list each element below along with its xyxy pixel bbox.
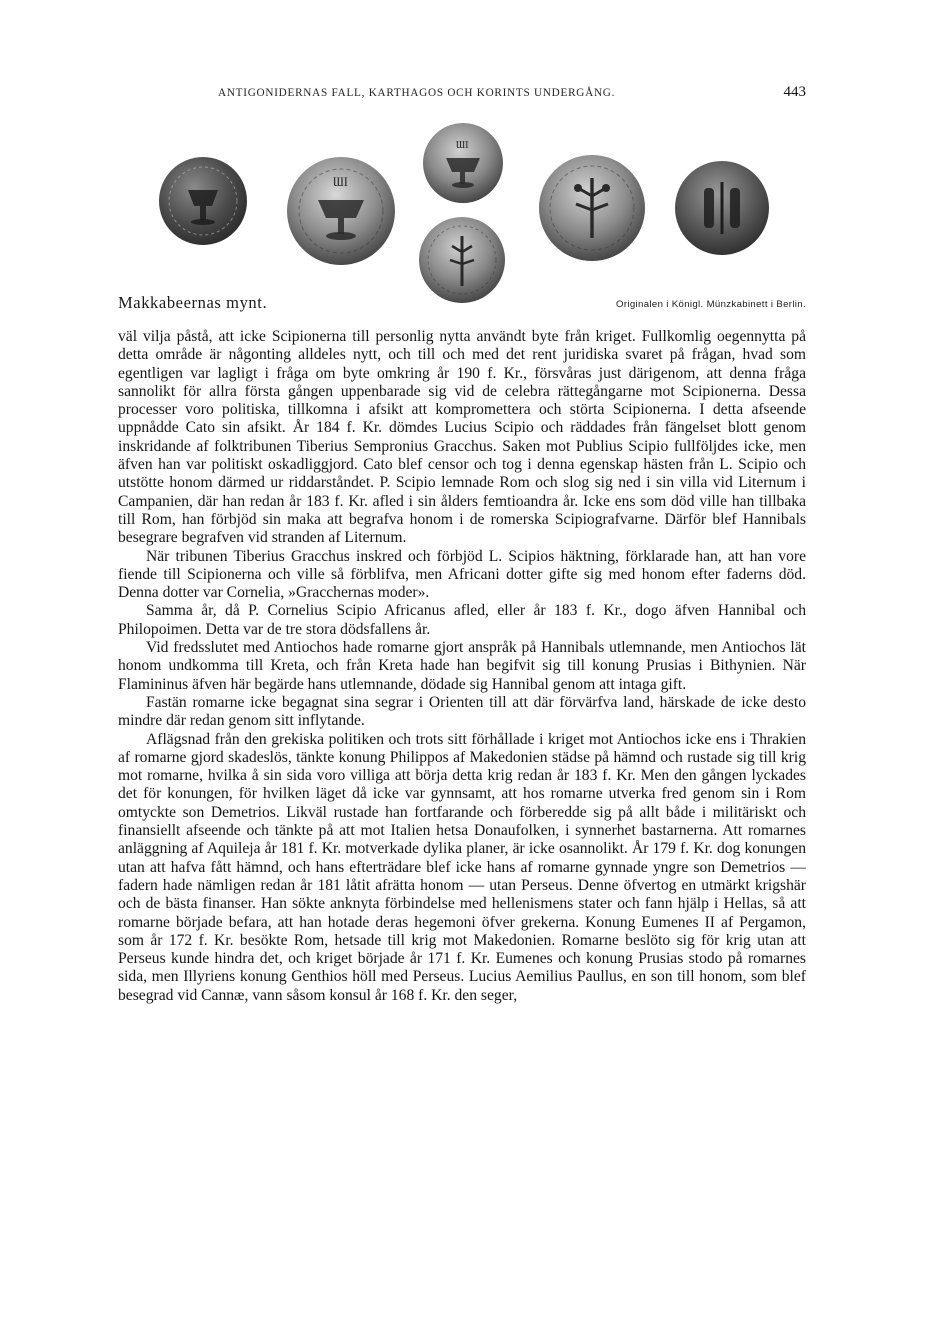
body-text bbox=[118, 328, 806, 1005]
coin-4 bbox=[418, 216, 506, 304]
branch-icon bbox=[538, 154, 646, 262]
coin-figure bbox=[118, 118, 808, 314]
svg-text:ƜI: ƜI bbox=[333, 174, 348, 189]
svg-text:ƜI: ƜI bbox=[456, 139, 469, 151]
branch-icon bbox=[418, 216, 506, 304]
chalice-icon bbox=[158, 156, 248, 246]
paragraph-6: Aflägsnad från den grekiska politiken och trots sitt förhållade i kriget mot Antiochos icke ens i Thrakien af romarne gjord skadeslös, tänkte konung Philippos af Makedonien städse på hämnd och rustade sig till krig mot romarne, hvilka å sin sida voro villiga att börja detta krig redan år 183 f. Kr. Men den gången lyckades det för konungen, för hvilken läget då icke var gynnsamt, att hos romarne utverka fred genom sin i Rom omtyckte son Demetrios. Likväl rustade han fortfarande och förberedde sig på allt både i militäriskt och finansiellt afseende och tänkte på att mot Italien hetsa Donaufolken, i synnerhet bastarnerna. Att romarnes anläggning af Aquileja år 181 f. Kr. motverkade dylika planer, är icke osannolikt. År 179 f. Kr. dog konungen utan att hafva fått hämnd, och hans efterträdare blef icke hans af romarne gynnade yngre son Demetrios — fadern hade nämligen redan år 181 låtit afrätta honom — utan Perseus. Denne öfvertog en utmärkt krigshär och de bästa finanser. Han sökte anknyta förbindelse med hellenismens stater och fann hjälp i Hellas, så att romarne började befara, att han hotade deras hegemoni öfver grekerna. Konung Eumenes II af Pergamon, som år 172 f. Kr. besökte Rom, hetsade till krig mot Makedonien. Romarne beslöto sig för krig utan att Perseus kunde hindra det, och kriget började år 171 f. Kr. Eumenes och konung Prusias stodo på romarnes sida, men Illyriens konung Genthios höll med Perseus. Lucius Aemilius Paullus, en son till honom, som blef besegrad vid Cannæ, vann såsom konsul år 168 f. Kr. den seger, bbox=[118, 730, 806, 1004]
page-header bbox=[118, 84, 806, 106]
running-head: ANTIGONIDERNAS FALL, KARTHAGOS OCH KORINTS UNDERGÅNG. bbox=[218, 87, 616, 99]
coin-3 bbox=[422, 122, 504, 204]
figure-caption: Makkabeernas mynt. bbox=[118, 293, 268, 312]
paragraph-5: Fastän romarne icke begagnat sina segrar i Orienten till att där förvärfva land, härskade de icke desto mindre där redan genom sitt inflytande. bbox=[118, 693, 806, 730]
paragraph-4: Vid fredsslutet med Antiochos hade romarne gjort anspråk på Hannibals utlemnande, men Antiochos lät honom undkomma till Kreta, och från Kreta hade han begifvit sig till konung Prusias i Bithynien. När Flamininus äfven här begärde hans utlemnande, dödade sig Hannibal genom att intaga gift. bbox=[118, 639, 806, 693]
paragraph-3: Samma år, då P. Cornelius Scipio Africanus afled, eller år 183 f. Kr., dogo äfven Hannibal och Philopoimen. Detta var de tre stora dödsfallens år. bbox=[118, 602, 806, 638]
lulav-icon bbox=[674, 160, 770, 256]
coin-6 bbox=[674, 160, 770, 256]
coin-2 bbox=[286, 156, 396, 266]
coin-1 bbox=[158, 156, 248, 246]
paragraph-2: När tribunen Tiberius Gracchus inskred och förbjöd L. Scipios häktning, förklarade han, att han vore fiende till Scipionerna och ville så förblifva, men Africani dotter gifte sig med honom efter faderns död. Denna dotter var Cornelia, »Gracchernas moder». bbox=[118, 547, 806, 602]
coin-5 bbox=[538, 154, 646, 262]
page-number: 443 bbox=[783, 84, 806, 100]
figure-credit: Originalen i Königl. Münzkabinett i Berlin. bbox=[616, 299, 806, 310]
chalice-icon bbox=[422, 122, 504, 204]
paragraph-1: väl vilja påstå, att icke Scipionerna till personlig nytta användt byte från kriget. Fullkomlig oegennytta på detta område är någonting alldeles nytt, och till och med det rent juridiska svaret på frågan, hvad som egentligen var lagligt i fråga om byte omkring år 190 f. Kr., försvåras just därigenom, att denna fråga sannolikt för allra första gången uppenbarade sig vid de celebra rättegångarne mot Scipionerna. Dessa processer voro politiska, tillkomna i afsikt att kompromettera och störta Scipionerna. I detta afseende uppnådde Cato sin afsikt. År 184 f. Kr. dömdes Lucius Scipio och räddades från fängelset blott genom inskridande af folktribunen Tiberius Sempronius Gracchus. Saken mot Publius Scipio fullföljdes icke, men äfven han var politiskt oskadliggjord. Cato blef censor och tog i denna egenskap hästen från L. Scipio och utstötte honom därmed ur riddarståndet. P. Scipio lemnade Rom och slog sig ned i sin villa vid Liternum i Campanien, där han redan år 183 f. Kr. afled i sin ålders femtioandra år. Icke ens som död ville han tillbaka till Rom, han förbjöd sin maka att begrafva honom i de romerska Scipiografvarne. Därför blef Hannibals besegrare begrafven vid stranden af Liternum. bbox=[118, 328, 806, 547]
chalice-icon bbox=[286, 156, 396, 266]
